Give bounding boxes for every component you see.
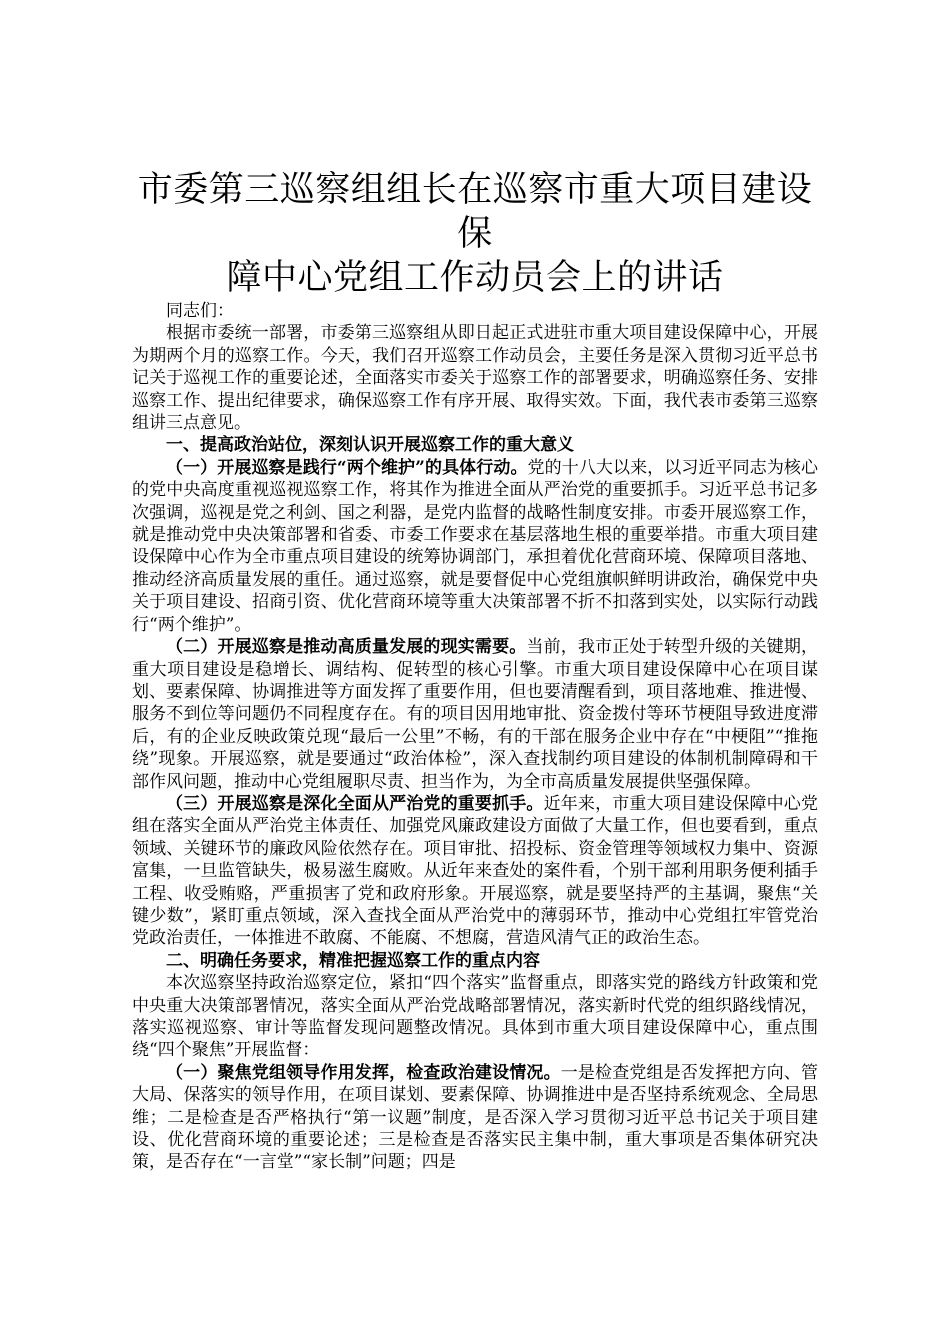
title-line-2: 障中心党组工作动员会上的讲话 [226,258,724,298]
section-1-item-2 [132,636,818,793]
item-lead: （一）开展巡察是践行“两个维护”的具体行动。 [166,457,528,478]
section-2-intro: 本次巡察坚持政治巡察定位，紧扣“四个落实”监督重点，即落实党的路线方针政策和党中央重大决策部署情况，落实全面从严治党战略部署情况，落实新时代党的组织路线情况，落实巡视巡察、审计等监督发现问题整改情况。具体到市重大项目建设保障中心，重点围绕“四个聚焦”开展监督： [132,973,818,1061]
salutation: 同志们： [166,301,234,321]
item-body: 一是检查党组是否发挥把方向、管大局、保落实的领导作用，在项目谋划、要素保障、协调推进中是否坚持系统观念、全局思维；二是检查是否严格执行“第一议题”制度，是否深入学习贯彻习近平总书记关于项目建设、优化营商环境的重要论述；三是检查是否落实民主集中制，重大事项是否集体研究决策，是否存在“一言堂”“家长制”问题；四是 [132,1062,819,1173]
item-lead: （三）开展巡察是深化全面从严治党的重要抓手。 [166,793,544,814]
item-body: 当前，我市正处于转型升级的关键期，重大项目建设是稳增长、调结构、促转型的核心引擎。市重大项目建设保障中心在项目谋划、要素保障、协调推进等方面发挥了重要作用，但也要清醒看到，项目落地难、推进慢、服务不到位等问题仍不同程度存在。有的项目因用地审批、资金拨付等环节梗阻导致进度滞后，有的企业反映政策兑现“最后一公里”不畅，有的干部在服务企业中存在“中梗阻”“推拖绕”现象。开展巡察，就是要通过“政治体检”，深入查找制约项目建设的体制机制障碍和干部作风问题，推动中心党组履职尽责、担当作为，为全市高质量发展提供坚强保障。 [132,637,819,792]
section-1-heading: 一、提高政治站位，深刻认识开展巡察工作的重大意义 [166,435,574,456]
title-line-1: 市委第三巡察组组长在巡察市重大项目建设保 [137,170,813,254]
item-body: 近年来，市重大项目建设保障中心党组在落实全面从严治党主体责任、加强党风廉政建设方面做了大量工作，但也要看到，重点领域、关键环节的廉政风险依然存在。项目审批、招投标、资金管理等领域权力集中、资源富集，一旦监管缺失，极易滋生腐败。从近年来查处的案件看，个别干部利用职务便利插手工程、收受贿赂，严重损害了党和政府形象。开展巡察，就是要坚持严的主基调，聚焦“关键少数”，紧盯重点领域，深入查找全面从严治党中的薄弱环节，推动中心党组扛牢管党治党政治责任，一体推进不敢腐、不能腐、不想腐，营造风清气正的政治生态。 [132,793,819,949]
section-2-item-1 [132,1062,818,1174]
item-body: 党的十八大以来，以习近平同志为核心的党中央高度重视巡视巡察工作，将其作为推进全面从严治党的重要抓手。习近平总书记多次强调，巡视是党之利剑、国之利器，是党内监督的战略性制度安排。市委开展巡察工作，就是推动党中央决策部署和省委、市委工作要求在基层落地生根的重要举措。市重大项目建设保障中心作为全市重点项目建设的统筹协调部门，承担着优化营商环境、保障项目落地、推动经济高质量发展的重任。通过巡察，就是要督促中心党组旗帜鲜明讲政治，确保党中央关于项目建设、招商引资、优化营商环境等重大决策部署不折不扣落到实处，以实际行动践行“两个维护”。 [132,457,818,635]
item-lead: （二）开展巡察是推动高质量发展的现实需要。 [166,637,527,658]
document-title [132,168,818,300]
section-1-item-3 [132,793,818,950]
item-lead: （一）聚焦党组领导作用发挥，检查政治建设情况。 [166,1062,561,1083]
section-1-item-1 [132,457,818,636]
intro-paragraph: 根据市委统一部署，市委第三巡察组从即日起正式进驻市重大项目建设保障中心，开展为期两个月的巡察工作。今天，我们召开巡察工作动员会，主要任务是深入贯彻习近平总书记关于巡视工作的重要论述，全面落实市委关于巡察工作的部署要求，明确巡察任务、安排巡察工作、提出纪律要求，确保巡察工作有序开展、取得实效。下面，我代表市委第三巡察组讲三点意见。 [132,323,818,434]
section-2-heading: 二、明确任务要求，精准把握巡察工作的重点内容 [166,950,540,971]
document-page [132,168,818,1174]
